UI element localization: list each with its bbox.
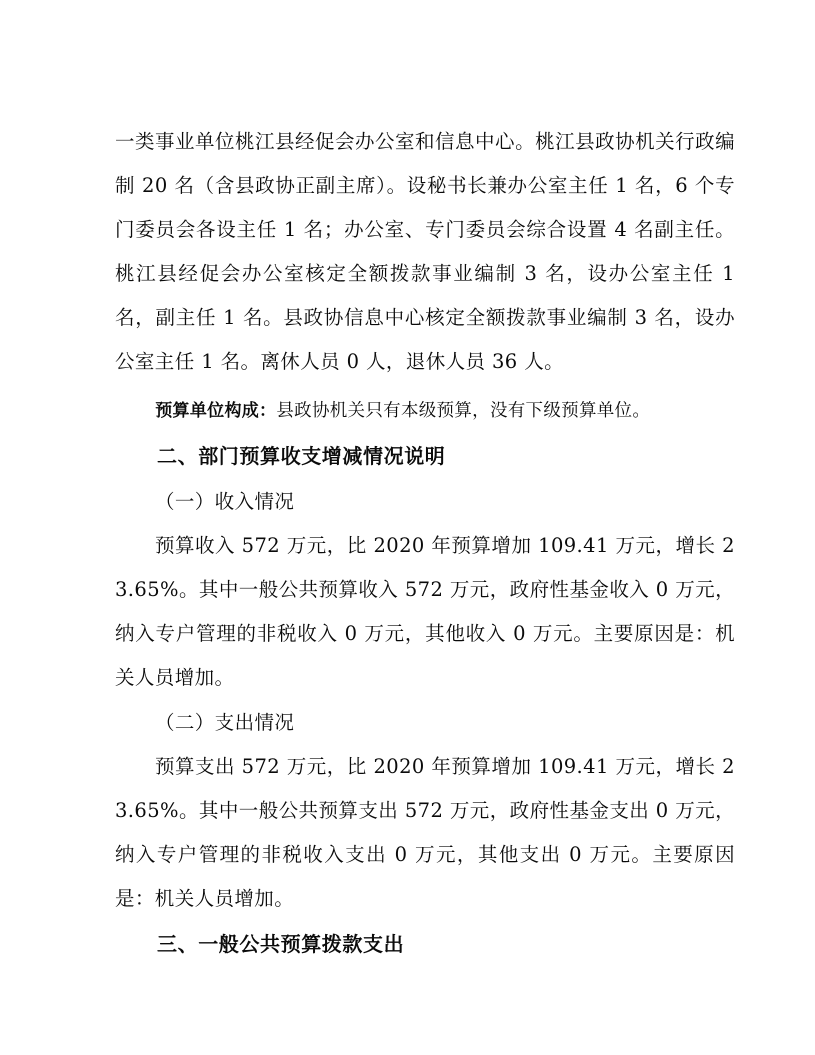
paragraph-org-structure: 一类事业单位桃江县经促会办公室和信息中心。桃江县政协机关行政编制 20 名（含县政协正副主席）。设秘书长兼办公室主任 1 名，6 个专门委员会各设主任 1 名；办公室、专门委员会综合设置 4 名副主任。桃江县经促会办公室核定全额拨款事业编制 3 名，设办公室主任 1 名，副主任 1 名。县政协信息中心核定全额拨款事业编制 3 名，设办公室主任 1 名。离休人员 0 人，退休人员 36 人。 — [115, 130, 735, 373]
heading-subsection-one: （一）收入情况 — [154, 490, 295, 513]
document-body — [115, 120, 735, 967]
budget-unit-label: 预算单位构成： — [155, 401, 277, 421]
paragraph-expenditure: 预算支出 572 万元，比 2020 年预算增加 109.41 万元，增长 23.65%。其中一般公共预算支出 572 万元，政府性基金支出 0 万元，纳入专户管理的非税收入支出 0 万元，其他支出 0 万元。主要原因是：机关人员增加。 — [115, 755, 735, 910]
heading-subsection-two: （二）支出情况 — [154, 711, 295, 734]
paragraph-income: 预算收入 572 万元，比 2020 年预算增加 109.41 万元，增长 23.65%。其中一般公共预算收入 572 万元，政府性基金收入 0 万元，纳入专户管理的非税收入 0 万元，其他收入 0 万元。主要原因是：机关人员增加。 — [115, 534, 735, 689]
budget-unit-text: 县政协机关只有本级预算，没有下级预算单位。 — [276, 401, 651, 421]
heading-section-three: 三、一般公共预算拨款支出 — [157, 932, 405, 956]
heading-section-two: 二、部门预算收支增减情况说明 — [157, 444, 446, 468]
paragraph-budget-unit-composition — [115, 390, 735, 433]
